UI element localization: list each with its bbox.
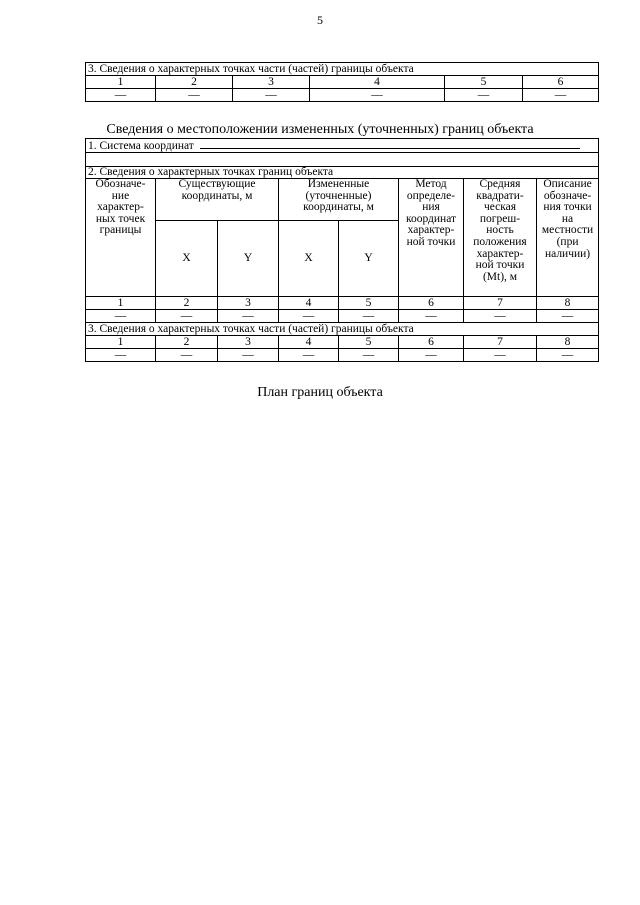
part-points-title: 3. Сведения о характерных точках части (частей) границы объекта bbox=[86, 63, 599, 76]
header-y: Y bbox=[339, 221, 399, 297]
table-cell: — bbox=[399, 310, 464, 323]
column-number: 5 bbox=[339, 297, 399, 310]
table-cell: — bbox=[156, 89, 233, 102]
table-cell: — bbox=[339, 310, 399, 323]
header-x: X bbox=[279, 221, 339, 297]
table-cell: — bbox=[339, 349, 399, 362]
column-number: 4 bbox=[310, 76, 445, 89]
table-cell: — bbox=[86, 310, 156, 323]
column-number: 5 bbox=[339, 336, 399, 349]
table-cell: — bbox=[86, 89, 156, 102]
plan-title: План границ объекта bbox=[257, 385, 383, 400]
table-cell: — bbox=[310, 89, 445, 102]
header-existing-coords: Существующие координаты, м bbox=[156, 179, 279, 221]
table-cell: — bbox=[537, 349, 599, 362]
column-number: 6 bbox=[399, 297, 464, 310]
coordinate-system-underline bbox=[200, 139, 580, 149]
column-number: 7 bbox=[464, 297, 537, 310]
header-x: X bbox=[156, 221, 218, 297]
column-number: 2 bbox=[156, 76, 233, 89]
changed-bounds-table bbox=[85, 138, 599, 362]
part-points-table bbox=[85, 62, 599, 102]
table-cell: — bbox=[218, 310, 279, 323]
column-number: 6 bbox=[523, 76, 599, 89]
column-number: 4 bbox=[279, 297, 339, 310]
table-cell: — bbox=[233, 89, 310, 102]
column-number: 1 bbox=[86, 76, 156, 89]
table-cell: — bbox=[399, 349, 464, 362]
column-number: 8 bbox=[537, 297, 599, 310]
points-label: 2. Сведения о характерных точках границ объекта bbox=[86, 167, 599, 179]
header-y: Y bbox=[218, 221, 279, 297]
part-points-label: 3. Сведения о характерных точках части (частей) границы объекта bbox=[86, 323, 599, 336]
table-cell: — bbox=[279, 349, 339, 362]
coordinate-system-label: 1. Система координат bbox=[88, 140, 194, 152]
header-designation: Обозначе- ние характер- ных точек границы bbox=[86, 179, 156, 297]
header-mean-error: Средняя квадрати- ческая погреш- ность положения характер- ной точки (Mt), м bbox=[464, 179, 537, 297]
coordinate-system-row bbox=[86, 139, 599, 153]
table-cell: — bbox=[156, 310, 218, 323]
table-cell: — bbox=[523, 89, 599, 102]
table-cell: — bbox=[156, 349, 218, 362]
column-number: 3 bbox=[233, 76, 310, 89]
column-number: 2 bbox=[156, 297, 218, 310]
column-number: 4 bbox=[279, 336, 339, 349]
column-number: 8 bbox=[537, 336, 599, 349]
page-number: 5 bbox=[317, 13, 323, 27]
header-method: Метод определе- ния координат характер- ной точки bbox=[399, 179, 464, 297]
column-number: 3 bbox=[218, 297, 279, 310]
column-number: 2 bbox=[156, 336, 218, 349]
column-number: 7 bbox=[464, 336, 537, 349]
column-number: 5 bbox=[445, 76, 523, 89]
header-description: Описание обозначе- ния точки на местности (при наличии) bbox=[537, 179, 599, 297]
spacer-row bbox=[86, 153, 599, 167]
column-number: 1 bbox=[86, 336, 156, 349]
column-number: 6 bbox=[399, 336, 464, 349]
column-number: 3 bbox=[218, 336, 279, 349]
table-cell: — bbox=[279, 310, 339, 323]
table-cell: — bbox=[464, 310, 537, 323]
column-number: 1 bbox=[86, 297, 156, 310]
table-cell: — bbox=[86, 349, 156, 362]
header-changed-coords: Измененные (уточненные) координаты, м bbox=[279, 179, 399, 221]
changed-bounds-title: Сведения о местоположении измененных (уточненных) границ объекта bbox=[106, 122, 534, 137]
table-cell: — bbox=[537, 310, 599, 323]
table-cell: — bbox=[445, 89, 523, 102]
table-cell: — bbox=[218, 349, 279, 362]
table-cell: — bbox=[464, 349, 537, 362]
